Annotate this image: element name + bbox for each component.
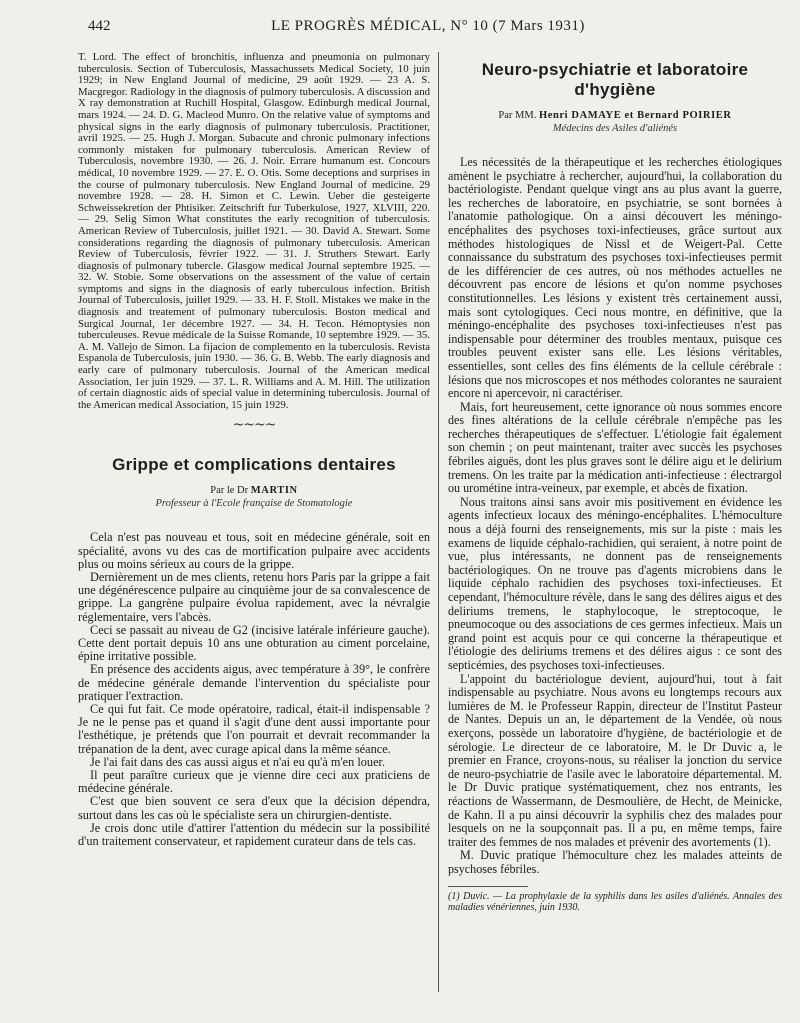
- paragraph: Mais, fort heureusement, cette ignorance où nous sommes encore des fines altérations de la cellule cérébrale n'empêche pas les recherches thérapeutiques de s'effectuer. L'étiologie fait également son chemin ; on peut maintenant, traiter avec succès les psychoses fébriles aiguës, dont les plus graves sont le délire aigu et le delirium tremens. On les traite par la médication anti-infectieuse : électrargol ou urométine intra-veineux, par exemple, et abcès de fixation.: [448, 399, 782, 496]
- paragraph: Les nécessités de la thérapeutique et les recherches étiologiques amènent le psychiatre à rechercher, aujourd'hui, la collaboration du bactériologiste. Pendant quelque vingt ans au plus avant la guerre, les recherches de laboratoire, en psychiatrie, se sont bornées à l'anatomie pathologique. On a ainsi découvert les méningo-encéphalites des psychoses toxi-infectieuses, grâce surtout aux méthodes histologiques de Nissl et de Weigert-Pal. Cette connaissance du substratum des psychoses toxi-infectieuses permit de les différencier de ces autres, où nos méthodes actuelles ne découvrent pas encore de lésions et qu'on nomme psychoses constitutionnelles. Les lésions y existent très certainement aussi, mais sont cytologiques. Ceci nous montre, en définitive, que la méningo-encéphalite des psychoses toxi-infectieuses n'est pas indispensable pour déterminer des troubles mentaux, puisque ces troubles peuvent exister sans elle. Les lésions véritables, essentielles, sont celles des fins éléments de la cellule cérébrale : lésions que nos microscopes et nos méthodes colorantes ne sauraient encore ni apercevoir, ni caractériser.: [448, 155, 782, 401]
- right-column: [448, 60, 782, 913]
- page-header: [88, 18, 768, 40]
- paragraph: Dernièrement un de mes clients, retenu hors Paris par la grippe a fait une dégénérescence pulpaire au cinquième jour de sa convalescence de grippe. La gangrène pulpaire évolua rapidement, avec la névralgie réglementaire, vers l'abcès.: [78, 570, 430, 624]
- paragraph: Je l'ai fait dans des cas aussi aigus et n'ai eu qu'à m'en louer.: [90, 754, 386, 769]
- paragraph: C'est que bien souvent ce sera d'eux que la décision dépendra, surtout dans les cas où le spécialiste sera un chirurgien-dentiste.: [78, 794, 430, 822]
- paragraph: M. Duvic pratique l'hémoculture chez les malades atteints de psychoses fébriles.: [448, 848, 782, 876]
- paragraph: Cela n'est pas nouveau et tous, soit en médecine générale, soit en spécialité, avons vu des cas de mortification pulpaire avec accidents plus ou moins sérieux au cours de la grippe.: [78, 530, 430, 571]
- footnote: [448, 891, 782, 913]
- article-body-grippe: [78, 531, 430, 848]
- paragraph: En présence des accidents aigus, avec température à 39°, le confrère de médecine générale demande l'intervention du spécialiste pour pratiquer l'extraction.: [78, 662, 430, 703]
- byline-prefix: Par MM.: [498, 110, 537, 121]
- column-divider: [438, 52, 439, 992]
- byline-prefix: Par le Dr: [210, 485, 249, 497]
- article-body-neuro: [448, 156, 782, 876]
- article-title-grippe: Grippe et complications dentaires: [112, 455, 396, 475]
- paragraph: L'appoint du bactériologue devient, aujourd'hui, tout à fait indispensable au psychiatre. Nous avons eu longtemps recours aux lumières de M. le Professeur Rappin, directeur de l'Institut Pasteur de Nantes. Depuis un an, le département de la Vendée, où nous exerçons, possède un laboratoire d'hygiène, de bactériologie et de sérologie. Le directeur de ce laboratoire, M. le Dr Duvic a, le premier en France, croyons-nous, su réaliser la jonction du service de neuro-psychiatrie de l'asile avec le laboratoire départemental. M. le Dr Duvic pratique systématiquement, chez nos entrants, les réactions de Wassermann, de Desmoulière, de Hecht, de Meinicke, de Kahn. Il a pu ainsi découvrir la syphilis chez des malades pour lesquels on ne la soupçonnait pas. Il a pu, en même temps, faire traiter des femmes de nos malades et prévenir des avortements (1).: [448, 671, 782, 849]
- references-block: [78, 52, 430, 411]
- left-column: [78, 52, 430, 848]
- paragraph: Je crois donc utile d'attirer l'attention du médecin sur la possibilité d'un traitement conservateur, et rapidement curateur dans de tels cas.: [78, 820, 430, 849]
- authors-affiliation: Médecins des Asiles d'aliénés: [552, 123, 678, 134]
- byline-damaye-poirier: [448, 110, 782, 121]
- author-name: MARTIN: [250, 485, 298, 497]
- paragraph: Il peut paraître curieux que je vienne dire ceci aux praticiens de médecine générale.: [78, 768, 430, 796]
- author-names: Henri DAMAYE et Bernard POIRIER: [538, 110, 732, 121]
- byline-martin: [78, 485, 430, 496]
- article-title-neuro: Neuro-psychiatrie et laboratoire d'hygiène: [481, 60, 749, 99]
- author-affiliation: Professeur à l'Ecole française de Stomatologie: [155, 498, 353, 510]
- footnote-text: (1) Duvic. — La prophylaxie de la syphilis dans les asiles d'aliénés. Annales des maladies vénériennes, juin 1930.: [448, 891, 782, 914]
- references-text: T. Lord. The effect of bronchitis, influenza and pneumonia on pulmonary tuberculosis. Section of Tuberculosis, Massachussets Medical Society, 10 juin 1929; in New England Journal of medicine, 29 août 1929. — 23 A. S. Macgregor. Radiology in the diagnosis of pulmory tuberculosis. A discussion and X ray demonstration at Ruchill Hospital, Glasgow. Edinburgh medical Journal, mars 1924. — 24. D. G. Macleod Munro. On the relative value of symptoms and physical signs in the early diagnosis of pulmonary tuberculosis. Practitioner, avril 1925. — 25. Hugh J. Morgan. Subacute and chronic pulmonary infections commonly mistaken for pulmonary tuberculosis. American Review of Tuberculosis, novembre 1930. — 26. J. Noir. Errare humanum est. Concours médical, 10 novembre 1929. — 27. E. O. Otis. Some deceptions and surprises in the course of pulmonary tuberculosis. New England Journal of medicine. 29 novembre 1928. — 28. H. Simon et C. Lewin. Ueber die gesteigerte Schweissekretion der Phtisiker. Zeitschrift fur Tuberkulose, 1927, XLVIII, 220. — 29. Selig Simon What constitutes the early recognition of tuberculosis. American Review of Tuberculosis, juillet 1921. — 30. David A. Stewart. Some considerations regarding the diagnosis of pulmonary tuberculosis. American Review of Tuberculosis, février 1922. — 31. J. Struthers Stewart. Early diagnosis of pulmonary tubercle. Glasgow medical Journal septembre 1925. — 32. W. Stobie. Some observations on the assessment of the value of certain symptoms and signs in the diagnosis of early tuberculous infection. British Journal of Tuberculosis, juillet 1929. — 33. H. F. Stoll. Mistakes we make in the diagnosis and treatement of pulmonary tuberculosis. Boston medical and Surgical Journal, 1er décembre 1927. — 34. H. Tecon. Hémoptysies non tuberculeuses. Revue médicale de la Suisse Romande, 10 septembre 1929. — 35. A. M. Vallejo de Simon. La fijacion de complemento en la tuberculosis. Revista Espanola de Tuberculosis, juin 1930. — 36. G. B. Webb. The early diagnosis and early care of pulmonary tuberculosis. Journal of the American medical Association, 1er juin 1929. — 37. L. R. Williams and A. M. Hill. The utilization of certain diagnostic aids of special value in determining tuberculosis. Journal of the American medical Association, 15 juin 1929.: [78, 51, 430, 411]
- separator-ornament: ~~~~: [232, 417, 276, 434]
- page-number: 442: [88, 18, 111, 34]
- paragraph: Nous traitons ainsi sans avoir mis positivement en évidence les agents infectieux locaux des méningo-encéphalites. L'hémoculture nous a déjà fourni des renseignements, mis sur la piste : mais les examens de liquide céphalo-rachidien, qui seraient, à notre point de vue, plus intéressants, ne donnent pas de renseignements bactériologiques. On ne trouve pas d'agents microbiens dans le liquide céphalo rachidien des psychoses toxi-infectieuses. Et cependant, l'hémoculture révèle, dans le sang des délires aigus et des deliriums tremens, le staphylocoque, le streptocoque, le pneumocoque ou des associations de ces germes infectieux. Mais un grand point est acquis pour ce qui concerne la thérapeutique et l'étiologie des deliriums tremens et des délires aigus : ce sont des septicémies, des psychoses toxi-infectieuses.: [448, 494, 782, 672]
- paragraph: Ceci se passait au niveau de G2 (incisive latérale inférieure gauche). Cette dent portait depuis 10 ans une obturation au ciment porcelaine, épine irritative possible.: [78, 622, 430, 664]
- running-title: LE PROGRÈS MÉDICAL, N° 10 (7 Mars 1931): [271, 18, 585, 34]
- paragraph: Ce qui fut fait. Ce mode opératoire, radical, était-il indispensable ? Je ne le pense pas et quand il s'agit d'une dent aussi importante pour l'esthétique, je prétends que l'on pourrait et devrait recommander la trépanation de la dent, avec curage apical dans la même séance.: [78, 702, 430, 756]
- footnote-rule: [448, 886, 528, 887]
